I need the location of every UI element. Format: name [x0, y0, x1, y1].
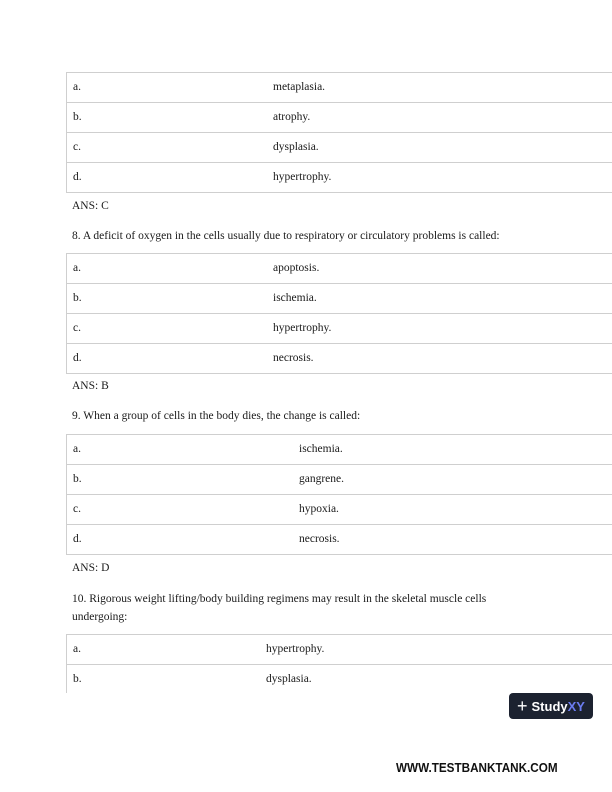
option-text: gangrene.: [299, 473, 345, 485]
option-letter: d.: [73, 171, 82, 183]
option-letter: d.: [73, 352, 82, 364]
q9-question: 9. When a group of cells in the body dies, the change is called:: [72, 410, 361, 422]
option-letter: b.: [73, 292, 82, 304]
q8-option-a[interactable]: [67, 254, 612, 284]
q8-option-b[interactable]: [67, 284, 612, 314]
plus-icon: +: [517, 696, 528, 716]
option-letter: a.: [73, 81, 81, 93]
option-text: ischemia.: [273, 292, 317, 304]
option-text: hypertrophy.: [266, 643, 325, 655]
q9-option-c[interactable]: [67, 495, 612, 525]
q7-option-d[interactable]: [67, 163, 612, 193]
q10-option-a[interactable]: [67, 635, 612, 665]
q10-options-table: [66, 634, 612, 693]
option-letter: d.: [73, 533, 82, 545]
q10-option-b[interactable]: [67, 665, 612, 693]
option-text: hypertrophy.: [273, 171, 332, 183]
option-letter: b.: [73, 673, 82, 685]
q9-option-b[interactable]: [67, 465, 612, 495]
footer-site-url: WWW.TESTBANKTANK.COM: [396, 760, 558, 775]
option-letter: a.: [73, 262, 81, 274]
q9-answer: ANS: D: [72, 562, 110, 574]
q8-option-d[interactable]: [67, 344, 612, 374]
q8-options-table: [66, 253, 612, 374]
studyxy-badge[interactable]: [509, 693, 593, 719]
option-text: apoptosis.: [273, 262, 320, 274]
option-letter: c.: [73, 322, 81, 334]
q7-option-c[interactable]: [67, 133, 612, 163]
option-text: necrosis.: [273, 352, 314, 364]
q9-options-table: [66, 434, 612, 555]
q8-answer: ANS: B: [72, 380, 109, 392]
q7-option-b[interactable]: [67, 103, 612, 133]
option-text: atrophy.: [273, 111, 311, 123]
q9-option-a[interactable]: [67, 435, 612, 465]
option-text: necrosis.: [299, 533, 340, 545]
option-text: dysplasia.: [273, 141, 319, 153]
q9-option-d[interactable]: [67, 525, 612, 555]
q10-question: 10. Rigorous weight lifting/body building regimens may result in the skeletal muscle cells undergoing:: [72, 593, 487, 623]
q7-answer: ANS: C: [72, 200, 109, 212]
option-letter: c.: [73, 141, 81, 153]
option-text: ischemia.: [299, 443, 343, 455]
option-letter: a.: [73, 643, 81, 655]
option-text: dysplasia.: [266, 673, 312, 685]
option-text: hypoxia.: [299, 503, 339, 515]
option-letter: c.: [73, 503, 81, 515]
brand-logo-text: StudyXY: [531, 698, 585, 714]
option-letter: b.: [73, 473, 82, 485]
option-letter: a.: [73, 443, 81, 455]
q8-question: 8. A deficit of oxygen in the cells usually due to respiratory or circulatory problems is called:: [72, 230, 500, 242]
option-letter: b.: [73, 111, 82, 123]
option-text: hypertrophy.: [273, 322, 332, 334]
q7-option-a[interactable]: [67, 73, 612, 103]
q8-option-c[interactable]: [67, 314, 612, 344]
option-text: metaplasia.: [273, 81, 326, 93]
q7-options-table: [66, 72, 612, 193]
